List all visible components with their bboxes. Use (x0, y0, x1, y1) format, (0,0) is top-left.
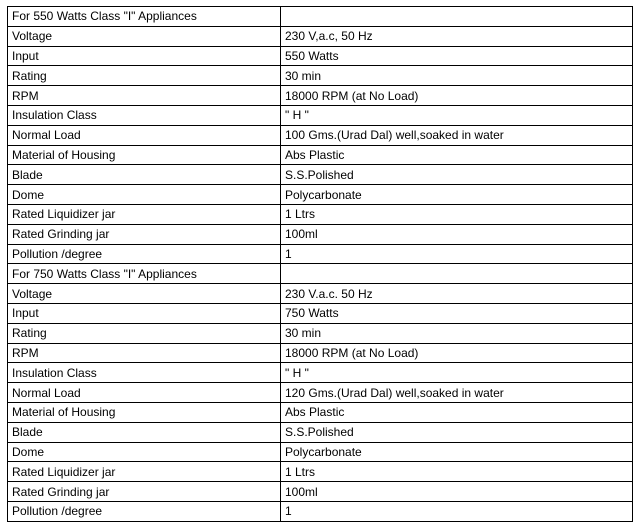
spec-value: S.S.Polished (281, 165, 633, 185)
spec-value: 30 min (281, 323, 633, 343)
table-row (8, 501, 633, 521)
spec-label: Rated Liquidizer jar (8, 204, 281, 224)
spec-value: 750 Watts (281, 303, 633, 323)
spec-label: Rating (8, 66, 281, 86)
table-row (8, 462, 633, 482)
table-row (8, 442, 633, 462)
spec-label: Material of Housing (8, 145, 281, 165)
spec-value: 18000 RPM (at No Load) (281, 343, 633, 363)
table-row (8, 482, 633, 502)
spec-value: 100ml (281, 482, 633, 502)
spec-value: Polycarbonate (281, 442, 633, 462)
spec-label: Insulation Class (8, 363, 281, 383)
spec-value: 1 Ltrs (281, 462, 633, 482)
spec-value: 100 Gms.(Urad Dal) well,soaked in water (281, 125, 633, 145)
section-heading-blank (281, 7, 633, 27)
table-row (8, 165, 633, 185)
section-heading-blank (281, 264, 633, 284)
spec-label: Pollution /degree (8, 244, 281, 264)
spec-label: Voltage (8, 26, 281, 46)
spec-label: Material of Housing (8, 402, 281, 422)
spec-label: Pollution /degree (8, 501, 281, 521)
spec-label: Dome (8, 442, 281, 462)
spec-label: RPM (8, 343, 281, 363)
spec-label: RPM (8, 86, 281, 106)
spec-value: 1 (281, 244, 633, 264)
table-row (8, 224, 633, 244)
spec-label: Input (8, 46, 281, 66)
spec-label: Insulation Class (8, 105, 281, 125)
table-row (8, 363, 633, 383)
table-row (8, 86, 633, 106)
table-row (8, 145, 633, 165)
section-heading: For 550 Watts Class "I" Appliances (8, 7, 281, 27)
specifications-table-body (8, 7, 633, 522)
spec-label: Dome (8, 185, 281, 205)
table-row (8, 105, 633, 125)
spec-value: 1 Ltrs (281, 204, 633, 224)
table-row (8, 26, 633, 46)
spec-value: 30 min (281, 66, 633, 86)
table-row (8, 66, 633, 86)
spec-value: 18000 RPM (at No Load) (281, 86, 633, 106)
table-row (8, 402, 633, 422)
table-row (8, 383, 633, 403)
table-row (8, 244, 633, 264)
table-row (8, 284, 633, 304)
spec-value: 120 Gms.(Urad Dal) well,soaked in water (281, 383, 633, 403)
section-heading-row (8, 264, 633, 284)
spec-value: " H " (281, 105, 633, 125)
spec-label: Normal Load (8, 125, 281, 145)
table-row (8, 343, 633, 363)
spec-value: " H " (281, 363, 633, 383)
spec-label: Input (8, 303, 281, 323)
spec-value: 550 Watts (281, 46, 633, 66)
spec-label: Rating (8, 323, 281, 343)
table-row (8, 303, 633, 323)
spec-value: Polycarbonate (281, 185, 633, 205)
spec-value: 230 V,a.c, 50 Hz (281, 26, 633, 46)
spec-value: S.S.Polished (281, 422, 633, 442)
spec-value: 100ml (281, 224, 633, 244)
spec-label: Blade (8, 165, 281, 185)
spec-value: 230 V.a.c. 50 Hz (281, 284, 633, 304)
table-row (8, 46, 633, 66)
table-row (8, 422, 633, 442)
spec-label: Rated Liquidizer jar (8, 462, 281, 482)
spec-label: Blade (8, 422, 281, 442)
table-row (8, 185, 633, 205)
spec-value: 1 (281, 501, 633, 521)
spec-value: Abs Plastic (281, 145, 633, 165)
table-row (8, 323, 633, 343)
section-heading-row (8, 7, 633, 27)
specifications-table (7, 6, 633, 522)
section-heading: For 750 Watts Class "I" Appliances (8, 264, 281, 284)
spec-label: Rated Grinding jar (8, 224, 281, 244)
spec-label: Voltage (8, 284, 281, 304)
table-row (8, 125, 633, 145)
spec-label: Rated Grinding jar (8, 482, 281, 502)
spec-label: Normal Load (8, 383, 281, 403)
spec-value: Abs Plastic (281, 402, 633, 422)
table-row (8, 204, 633, 224)
